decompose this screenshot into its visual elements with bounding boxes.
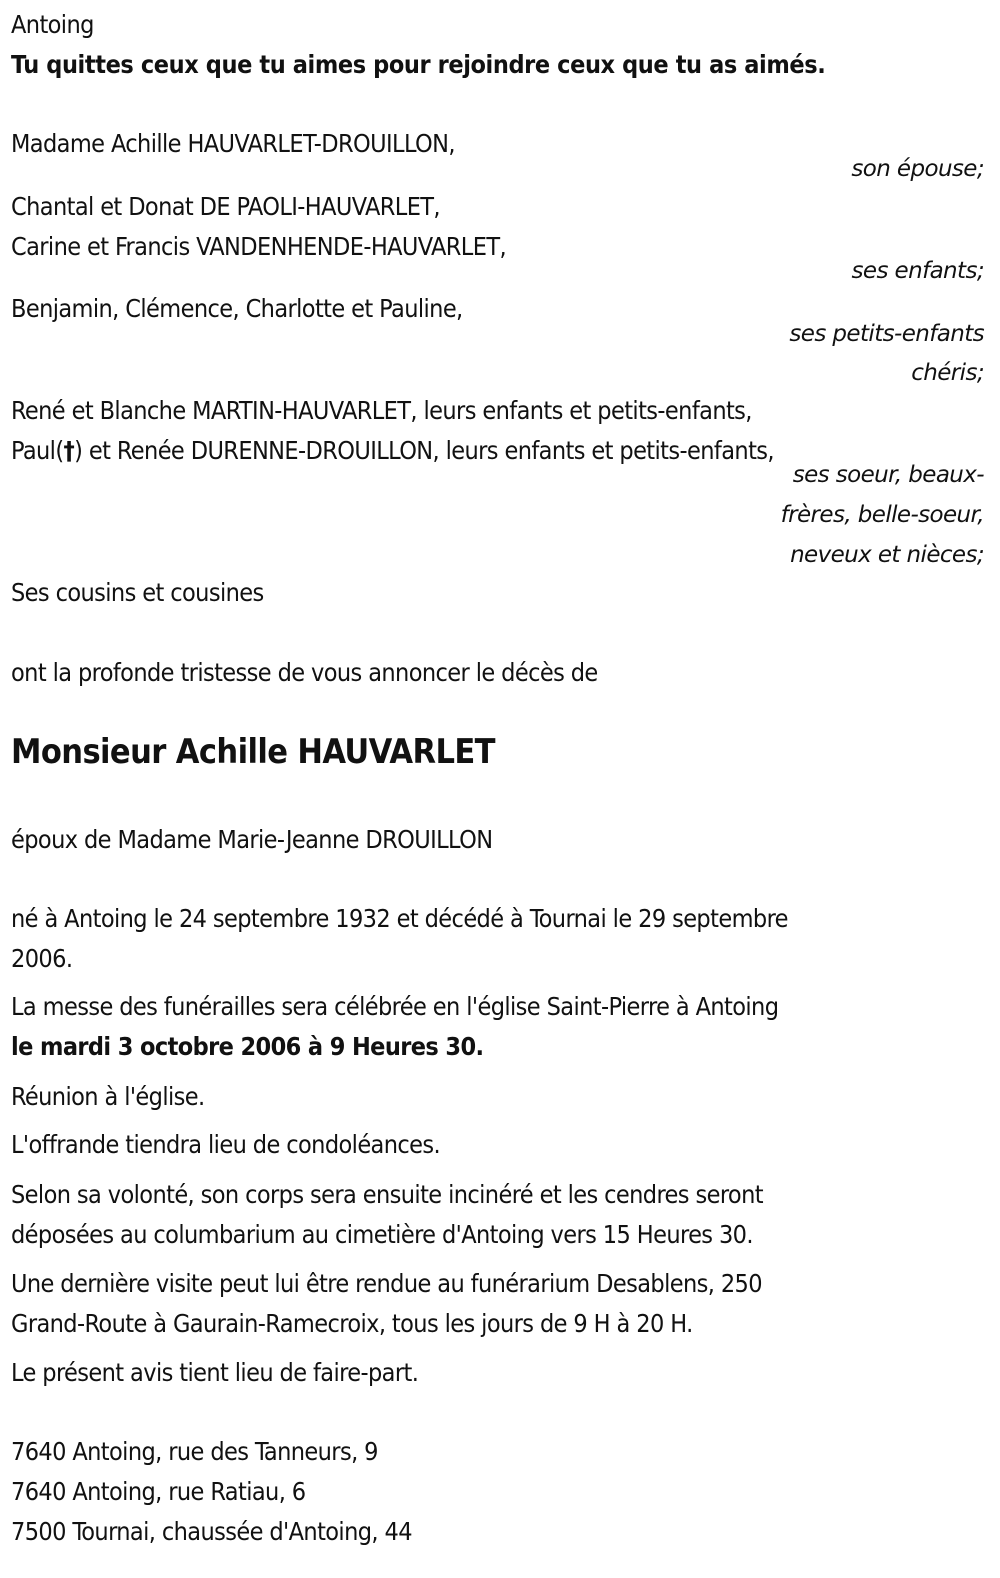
funeral-meeting: Réunion à l'église.	[11, 1082, 205, 1111]
family-grandchildren: Benjamin, Clémence, Charlotte et Pauline,	[11, 294, 463, 323]
address-1: 7640 Antoing, rue des Tanneurs, 9	[11, 1437, 378, 1466]
sibling-2-rest: et Renée DURENNE-DROUILLON, leurs enfants et petits-enfants,	[88, 436, 774, 465]
family-cousins: Ses cousins et cousines	[11, 578, 264, 607]
family-spouse: Madame Achille HAUVARLET-DROUILLON,	[11, 129, 455, 158]
relation-children: ses enfants;	[851, 258, 984, 284]
address-3: 7500 Tournai, chaussée d'Antoing, 44	[11, 1517, 412, 1546]
deceased-spouse: époux de Madame Marie-Jeanne DROUILLON	[11, 825, 493, 854]
relation-grandchildren-1: ses petits-enfants	[789, 321, 984, 347]
deceased-name: Monsieur Achille HAUVARLET	[11, 732, 495, 772]
relation-siblings-2: frères, belle-soeur,	[780, 502, 984, 528]
paul-suffix: )	[74, 436, 89, 465]
motto: Tu quittes ceux que tu aimes pour rejoindre ceux que tu as aimés.	[11, 50, 826, 79]
family-child-1: Chantal et Donat DE PAOLI-HAUVARLET,	[11, 192, 440, 221]
relation-siblings-1: ses soeur, beaux-	[792, 462, 984, 488]
relation-siblings-3: neveux et nièces;	[790, 542, 984, 568]
funeral-mass: La messe des funérailles sera célébrée en l'église Saint-Pierre à Antoing	[11, 992, 779, 1021]
family-child-2: Carine et Francis VANDENHENDE-HAUVARLET,	[11, 232, 506, 261]
family-sibling-1: René et Blanche MARTIN-HAUVARLET, leurs enfants et petits-enfants,	[11, 396, 752, 425]
family-sibling-2	[11, 436, 774, 466]
announcement: ont la profonde tristesse de vous annoncer le décès de	[11, 658, 598, 687]
birth-death-2: 2006.	[11, 944, 73, 973]
visit-2: Grand-Route à Gaurain-Ramecroix, tous les jours de 9 H à 20 H.	[11, 1309, 693, 1338]
notice: Le présent avis tient lieu de faire-part.	[11, 1358, 419, 1387]
cross-icon: †	[63, 436, 75, 465]
relation-spouse: son épouse;	[851, 156, 984, 182]
visit-1: Une dernière visite peut lui être rendue au funérarium Desablens, 250	[11, 1269, 762, 1298]
cremation-1: Selon sa volonté, son corps sera ensuite incinéré et les cendres seront	[11, 1180, 763, 1209]
funeral-offering: L'offrande tiendra lieu de condoléances.	[11, 1130, 441, 1159]
birth-death-1: né à Antoing le 24 septembre 1932 et décédé à Tournai le 29 septembre	[11, 904, 788, 933]
paul-prefix: Paul(	[11, 436, 64, 465]
funeral-datetime: le mardi 3 octobre 2006 à 9 Heures 30.	[11, 1032, 484, 1061]
relation-grandchildren-2: chéris;	[911, 360, 984, 386]
location: Antoing	[11, 10, 94, 39]
address-2: 7640 Antoing, rue Ratiau, 6	[11, 1477, 306, 1506]
cremation-2: déposées au columbarium au cimetière d'Antoing vers 15 Heures 30.	[11, 1220, 753, 1249]
